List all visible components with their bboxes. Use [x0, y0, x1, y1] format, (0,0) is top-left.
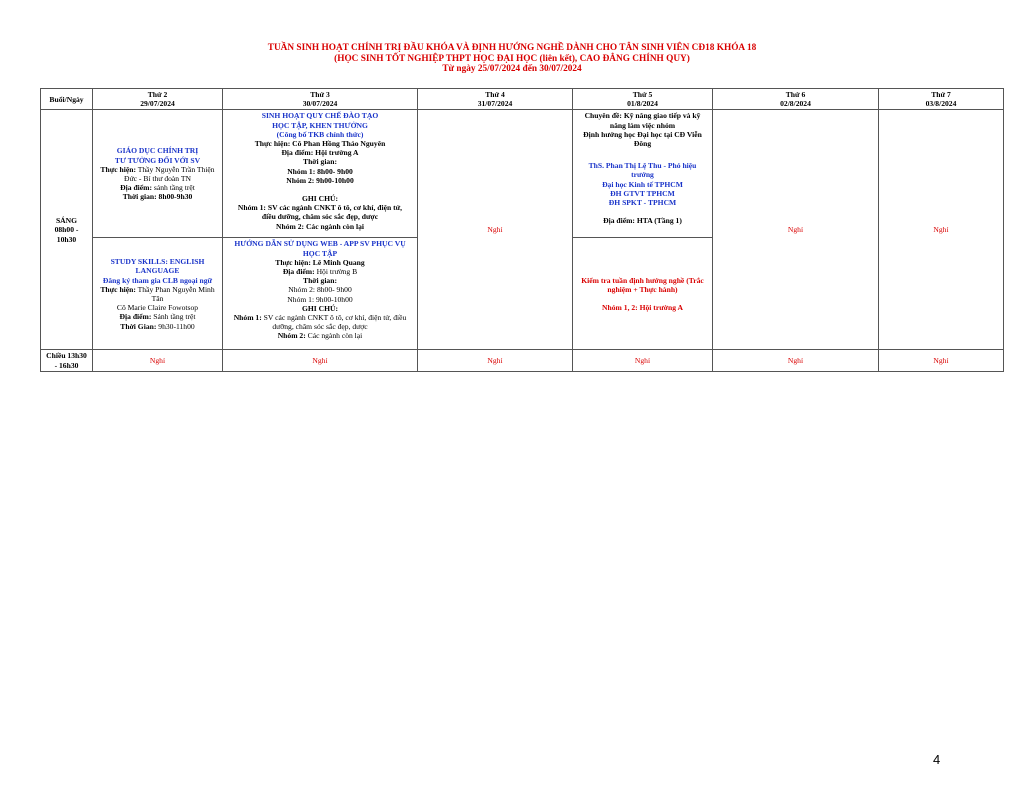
- afternoon-row: [41, 350, 1004, 371]
- wed-afternoon-off: Nghỉ: [418, 350, 573, 371]
- speaker-org: ĐH SPKT - TPHCM: [608, 198, 677, 208]
- table-header-row: [41, 89, 1004, 110]
- day-name: Thứ 6: [785, 90, 806, 99]
- day-date: 31/07/2024: [477, 99, 513, 109]
- location-label: Địa điểm:: [119, 312, 152, 322]
- note-line: Các ngành còn lại: [305, 331, 363, 341]
- presenter-value: Cô Marie Claire Fowotsop: [116, 303, 199, 313]
- day-date: 03/8/2024: [925, 99, 957, 109]
- session-title: SINH HOẠT QUY CHẾ ĐÀO TẠO: [261, 111, 379, 121]
- afternoon-label-line: - 16h30: [54, 360, 79, 370]
- note-line: dưỡng, chăm sóc sắc đẹp, dược: [272, 322, 368, 332]
- day-header-tue: [223, 89, 418, 110]
- presenter-label: Thực hiện:: [275, 257, 311, 267]
- session-title: GIÁO DỤC CHÍNH TRỊ: [116, 146, 199, 156]
- session-title: Chuyên đề: Kỹ năng giao tiếp và kỹ: [584, 111, 701, 121]
- afternoon-label-line: Chiều 13h30: [46, 351, 87, 361]
- presenter-label: Thực hiện:: [100, 164, 136, 174]
- morning-label: [41, 110, 93, 350]
- note-line: Nhóm 2: Các ngành còn lại: [276, 221, 364, 231]
- day-name: Thứ 5: [632, 90, 653, 99]
- sat-morning-off: Nghỉ: [879, 110, 1004, 350]
- presenter-value: Đức - Bí thư đoàn TN: [124, 173, 191, 183]
- session-time: Thời gian: 8h00-9h30: [122, 192, 193, 202]
- time-label: Thời Gian:: [120, 321, 157, 331]
- presenter-value: Thầy Phan Nguyễn Minh: [135, 284, 215, 294]
- document-header: [0, 43, 1024, 75]
- day-date: 01/8/2024: [627, 99, 658, 109]
- day-header-thu: [573, 89, 713, 110]
- mon-afternoon-off: Nghỉ: [93, 350, 223, 371]
- note-line-label: Nhóm 1:: [233, 313, 262, 323]
- location-label: Địa điểm:: [120, 183, 153, 193]
- page-number: 4: [933, 752, 941, 767]
- group-time: Nhóm 1: 8h00- 9h00: [287, 166, 353, 176]
- group-time: Nhóm 2: 8h00- 9h00: [288, 285, 352, 295]
- session-title: nghiệm + Thực hành): [607, 284, 678, 294]
- fri-morning-off: Nghỉ: [713, 110, 879, 350]
- day-header-fri: [713, 89, 879, 110]
- note-line-label: Nhóm 2:: [277, 331, 306, 341]
- session-title: HỌC TẬP: [302, 248, 338, 258]
- note-line: SV các ngành CNKT ô tô, cơ khí, điện tử, điều: [261, 313, 407, 323]
- day-date: 29/07/2024: [140, 99, 175, 109]
- tue-session-2: [223, 238, 418, 350]
- session-title: LANGUAGE: [135, 266, 180, 276]
- thu-session-1: [573, 110, 713, 238]
- corner-header: Buổi/Ngày: [41, 89, 93, 110]
- presenter-value: Lê Minh Quang: [310, 257, 365, 267]
- session-subtitle: (Công bố TKB chính thức): [276, 129, 364, 139]
- wed-morning-off: Nghỉ: [418, 110, 573, 350]
- session-title: HỌC TẬP, KHEN THƯỞNG: [272, 120, 368, 130]
- presenter-label: Thực hiện:: [100, 284, 136, 294]
- header-date-range: Từ ngày 25/07/2024 đến 30/07/2024: [442, 64, 582, 74]
- presenter-value: Tân: [151, 293, 164, 303]
- session-title: HƯỚNG DẪN SỬ DỤNG WEB - APP SV PHỤC VỤ: [234, 239, 406, 249]
- time-value: 9h30-11h00: [156, 321, 195, 331]
- day-date: 30/07/2024: [302, 99, 338, 109]
- day-name: Thứ 3: [310, 90, 330, 99]
- note-label: GHI CHÚ:: [301, 194, 339, 204]
- session-title: STUDY SKILLS: ENGLISH: [110, 257, 205, 267]
- day-header-mon: [93, 89, 223, 110]
- location: Địa điểm: HTA (Tầng 1): [603, 216, 682, 226]
- morning-label-line: 08h00 -: [54, 225, 79, 235]
- note-line: Nhóm 1: SV các ngành CNKT ô tô, cơ khí, điện tử,: [237, 203, 403, 213]
- time-label: Thời gian:: [303, 276, 337, 286]
- day-name: Thứ 7: [931, 90, 951, 99]
- day-name: Thứ 4: [485, 90, 505, 99]
- morning-row-1: [41, 110, 1004, 238]
- presenter: Thực hiện: Cô Phan Hồng Thảo Nguyên: [254, 139, 386, 149]
- session-title: Định hướng học Đại học tại CĐ Viễn: [583, 129, 702, 139]
- presenter-value: Thầy Nguyễn Trần Thiện: [135, 164, 215, 174]
- thu-afternoon-off: Nghỉ: [573, 350, 713, 371]
- location-value: Sảnh tầng trệt: [151, 312, 196, 322]
- location-label: Địa điểm:: [282, 267, 315, 277]
- speaker-org: Đại học Kinh tế TPHCM: [602, 179, 683, 189]
- schedule-table: [40, 88, 1004, 372]
- session-title: năng làm việc nhóm: [609, 120, 676, 130]
- mon-session-2: [93, 238, 223, 350]
- morning-label-line: SÁNG: [55, 216, 78, 226]
- session-title: Kiểm tra tuần định hướng nghề (Trắc: [581, 275, 704, 285]
- day-name: Thứ 2: [147, 90, 168, 99]
- note-label: GHI CHÚ:: [301, 303, 339, 313]
- location-value: Hội trường B: [314, 267, 358, 277]
- note-line: điều dưỡng, chăm sóc sắc đẹp, dược: [261, 212, 379, 222]
- session-title: TƯ TƯỞNG ĐỐI VỚI SV: [114, 155, 201, 165]
- session-location: Nhóm 1, 2: Hội trường A: [602, 303, 683, 312]
- session-subtitle: Đăng ký tham gia CLB ngoại ngữ: [102, 275, 213, 285]
- day-header-sat: [879, 89, 1004, 110]
- group-time: Nhóm 1: 9h00-10h00: [287, 294, 353, 304]
- morning-label-line: 10h30: [56, 234, 77, 244]
- speaker: trưởng: [631, 170, 654, 180]
- sat-afternoon-off: Nghỉ: [879, 350, 1004, 371]
- tue-session-1: [223, 110, 418, 238]
- fri-afternoon-off: Nghỉ: [713, 350, 879, 371]
- time-label: Thời gian:: [303, 157, 337, 167]
- location: Địa điểm: Hội trường A: [281, 148, 359, 158]
- speaker: ThS. Phan Thị Lệ Thu - Phó hiệu: [588, 161, 697, 171]
- day-date: 02/8/2024: [780, 99, 811, 109]
- day-header-wed: [418, 89, 573, 110]
- location-value: sảnh tầng trệt: [152, 183, 195, 193]
- speaker-org: ĐH GTVT TPHCM: [610, 188, 675, 198]
- header-subtitle: (HỌC SINH TỐT NGHIỆP THPT HỌC ĐẠI HỌC (liên kết), CAO ĐẲNG CHÍNH QUY): [334, 53, 690, 64]
- afternoon-label: [41, 350, 93, 371]
- header-title: TUẦN SINH HOẠT CHÍNH TRỊ ĐẦU KHÓA VÀ ĐỊNH HƯỚNG NGHỀ DÀNH CHO TÂN SINH VIÊN CĐ18 KHÓA 18: [267, 43, 757, 53]
- thu-session-2: [573, 238, 713, 350]
- session-title: Đông: [633, 139, 652, 149]
- group-time: Nhóm 2: 9h00-10h00: [286, 175, 354, 185]
- tue-afternoon-off: Nghỉ: [223, 350, 418, 371]
- mon-session-1: [93, 110, 223, 238]
